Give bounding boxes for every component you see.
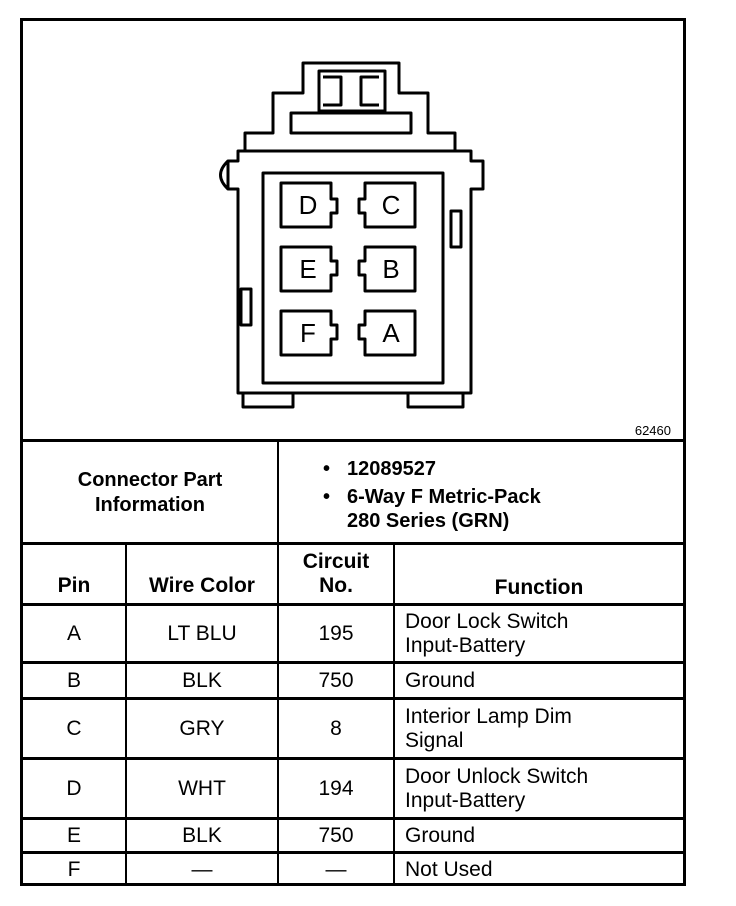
table-row-function	[395, 606, 683, 661]
connector-drawing	[23, 21, 683, 441]
function-line1: Door Unlock Switch	[405, 764, 589, 788]
connector-diagram	[23, 21, 683, 441]
function-line2: Input-Battery	[405, 633, 526, 657]
table-row-wire-color: BLK	[182, 668, 222, 692]
table-row-function: Not Used	[405, 858, 493, 881]
connector-info-list	[323, 457, 683, 537]
header-function: Function	[494, 576, 584, 599]
table-row-circuit: 750	[318, 823, 354, 847]
table-row-wire-color: LT BLU	[167, 621, 237, 645]
table-row-pin: E	[66, 823, 81, 847]
table-row-circuit: 194	[318, 776, 354, 800]
table-row-function: Ground	[405, 668, 476, 692]
connector-description: 6-Way F Metric-Pack 280 Series (GRN)	[347, 486, 541, 532]
table-row-pin: C	[66, 716, 82, 740]
table-row-circuit: 195	[318, 621, 354, 645]
connector-info-label	[23, 443, 277, 543]
list-item	[323, 485, 683, 533]
table-row-function	[395, 760, 683, 817]
function-line2: Signal	[405, 728, 464, 752]
table-row-circuit: 750	[318, 668, 354, 692]
table-row-circuit: 8	[330, 716, 342, 740]
header-pin: Pin	[57, 574, 91, 597]
connector-document	[20, 18, 686, 886]
table-row-pin: F	[67, 858, 81, 881]
table-row-wire-color: —	[191, 858, 213, 881]
pin-label-e: E	[299, 254, 317, 284]
table-row-function	[395, 700, 683, 757]
table-row-wire-color: BLK	[182, 823, 222, 847]
pin-label-b: B	[382, 254, 400, 284]
part-number: 12089527	[347, 458, 436, 480]
pin-label-f: F	[300, 318, 316, 348]
header-circuit-no	[279, 545, 393, 603]
figure-number: 62460	[634, 423, 671, 438]
table-row-pin: A	[66, 621, 81, 645]
table-row-wire-color: WHT	[178, 776, 226, 800]
pin-label-a: A	[382, 318, 400, 348]
bullet: •	[323, 486, 331, 508]
divider	[23, 439, 683, 442]
table-row-circuit: —	[325, 858, 347, 881]
bullet: •	[323, 458, 331, 480]
table-row-wire-color: GRY	[179, 716, 225, 740]
header-circuit-line2: No.	[319, 574, 353, 597]
function-line2: Input-Battery	[405, 788, 526, 812]
function-line1: Interior Lamp Dim	[405, 704, 572, 728]
pin-label-d: D	[298, 190, 318, 220]
connector-info-label-line1: Connector Part	[77, 469, 223, 491]
connector-info-label-line2: Information	[95, 494, 205, 516]
table-row-function: Ground	[405, 823, 476, 847]
header-wire-color: Wire Color	[149, 574, 255, 597]
table-row-pin: D	[66, 776, 82, 800]
header-circuit-line1: Circuit	[302, 550, 370, 573]
function-line1: Door Lock Switch	[405, 609, 569, 633]
pin-label-c: C	[381, 190, 401, 220]
table-row-pin: B	[66, 668, 81, 692]
divider	[277, 441, 279, 543]
list-item	[323, 457, 683, 481]
